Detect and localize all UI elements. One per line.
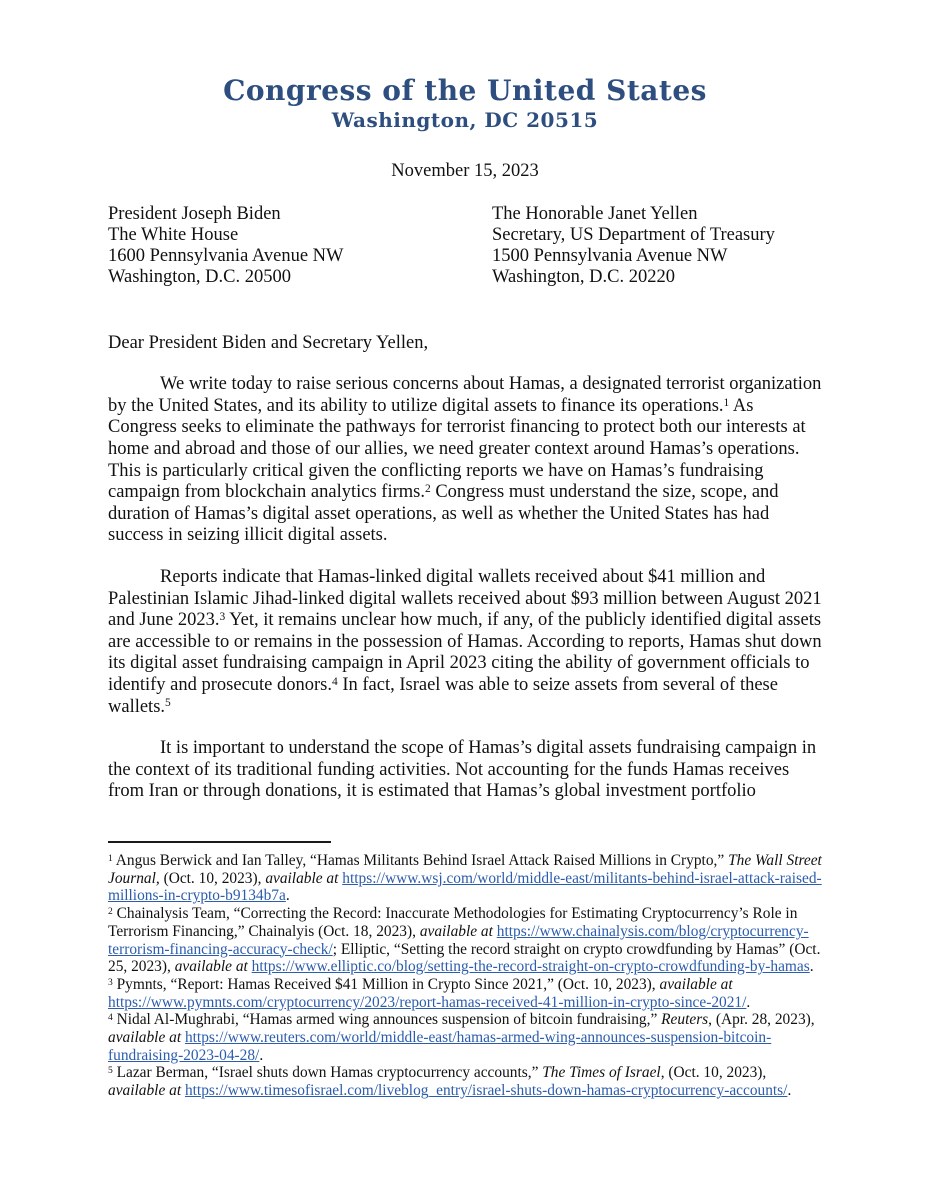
recipient-city: Washington, D.C. 20220 [492, 267, 675, 288]
text-segment: Pymnts, “Report: Hamas Received $41 Million in Crypto Since 2021,” (Oct. 10, 2023), [112, 975, 660, 993]
footnote-5 [108, 1064, 822, 1099]
text-segment: available at [174, 958, 248, 976]
text-segment: Nidal Al-Mughrabi, “Hamas armed wing announces suspension of bitcoin fundraising,” [112, 1011, 662, 1029]
footnote-link[interactable]: https://www.chainalysis.com/blog/cryptocurrency-terrorism-financing-accuracy-check/ [108, 922, 809, 958]
text-segment: As Congress seeks to eliminate the pathways for terrorist financing to protect both our interests at home and abroad and those of our allies, we need greater context around Hamas’s operations. This is particularly critical given the conflicting reports we have on Hamas’s fundraising campaign from blockchain analytics firms. [108, 395, 806, 503]
text-segment: Yet, it remains unclear how much, if any, of the publicly identified digital assets are accessible to or remains in the possession of Hamas. According to reports, Hamas shut down its digital asset fundraising campaign in April 2023 citing the ability of government officials to identify and prosecute donors. [108, 610, 822, 695]
footnote-link[interactable]: https://www.elliptic.co/blog/setting-the-record-straight-on-crypto-crowdfunding-by-hamas [251, 958, 810, 976]
text-segment: (Oct. 10, 2023), [159, 869, 266, 887]
paragraph-2 [108, 567, 822, 718]
text-segment: . [259, 1046, 264, 1064]
text-segment: Angus Berwick and Ian Talley, “Hamas Militants Behind Israel Attack Raised Millions in Crypto,” [112, 852, 729, 869]
footnote-3 [108, 976, 822, 1011]
footnote-link[interactable]: https://www.wsj.com/world/middle-east/militants-behind-israel-attack-raised-millions-in-crypto-b9134b7a [108, 869, 822, 905]
text-segment: available at [419, 922, 493, 940]
text-segment: available at [265, 869, 339, 887]
recipient-blocks [108, 204, 822, 289]
text-segment: available at [659, 975, 733, 993]
footnote-separator [108, 841, 331, 843]
recipient-block-yellen [492, 204, 822, 289]
text-segment: In fact, Israel was able to seize assets from several of these wallets. [108, 674, 778, 717]
footnote-ref: 4 [332, 675, 338, 688]
text-segment: The Wall Street Journal, [108, 852, 822, 887]
recipient-org: Secretary, US Department of Treasury [492, 224, 775, 245]
text-segment: Reuters [661, 1011, 709, 1029]
recipient-city: Washington, D.C. 20500 [108, 267, 291, 288]
footnote-link[interactable]: https://www.timesofisrael.com/liveblog_entry/israel-shuts-down-hamas-cryptocurrency-accounts/ [184, 1082, 788, 1100]
footnote-ref: 5 [165, 697, 171, 710]
recipient-org: The White House [108, 224, 239, 245]
footnote-2 [108, 905, 822, 976]
text-segment: Chainalysis Team, “Correcting the Record: Inaccurate Methodologies for Estimating Cryptocurrency’s Role in Terrorism Financing,” Chainalyis (Oct. 18, 2023), [108, 905, 798, 940]
recipient-street: 1600 Pennsylvania Avenue NW [108, 246, 344, 267]
letterhead-title: Congress of the United States [223, 74, 707, 107]
text-segment: Congress must understand the size, scope, and duration of Hamas’s digital asset operations, as well as whether the United States has had success in seizing illicit digital assets. [108, 482, 779, 546]
recipient-name: President Joseph Biden [108, 203, 281, 224]
text-segment: We write today to raise serious concerns about Hamas, a designated terrorist organization by the United States, and its ability to utilize digital assets to finance its operations. [108, 374, 822, 416]
text-segment: , (Oct. 10, 2023), [660, 1064, 767, 1082]
recipient-street: 1500 Pennsylvania Avenue NW [492, 246, 728, 267]
footnote-ref: 3 [108, 976, 113, 988]
paragraph-3 [108, 738, 822, 803]
text-segment: . [787, 1082, 792, 1100]
letter-date: November 15, 2023 [391, 161, 539, 181]
footnote-4 [108, 1011, 822, 1064]
footnote-1 [108, 852, 822, 905]
footnote-ref: 1 [723, 396, 730, 409]
footnote-ref: 1 [108, 852, 113, 864]
footnote-link[interactable]: https://www.reuters.com/world/middle-east/hamas-armed-wing-announces-suspension-bitcoin-fundraising-2023-04-28/ [108, 1029, 772, 1064]
footnote-ref: 5 [108, 1065, 113, 1077]
salutation: Dear President Biden and Secretary Yellen, [108, 332, 429, 353]
text-segment: ; Elliptic, “Setting the record straight on crypto crowdfunding by Hamas” (Oct. 25, 2023), [108, 940, 821, 976]
footnote-ref: 2 [424, 483, 431, 495]
letterhead [108, 74, 822, 134]
recipient-name: The Honorable Janet Yellen [492, 203, 698, 224]
footnote-link[interactable]: https://www.pymnts.com/cryptocurrency/2023/report-hamas-received-41-million-in-crypto-since-2021/ [108, 993, 747, 1011]
text-segment: . [746, 993, 751, 1011]
text-segment: Reports indicate that Hamas-linked digital wallets received about $41 million and Palestinian Islamic Jihad-linked digital wallets received about $93 million between August 2021 and June 2023. [108, 566, 822, 631]
paragraph-1 [108, 374, 822, 547]
footnote-ref: 2 [108, 905, 113, 917]
text-segment: available at [108, 1082, 182, 1100]
text-segment: The Times of Israel [542, 1064, 661, 1082]
recipient-block-biden [108, 204, 492, 289]
text-segment: available at [108, 1029, 182, 1047]
text-segment: . [285, 887, 290, 905]
footnote-ref: 4 [108, 1012, 113, 1024]
footnotes-section [108, 841, 822, 1100]
letterhead-subtitle: Washington, DC 20515 [331, 108, 599, 132]
footnote-ref: 3 [219, 610, 226, 623]
text-segment: , (Apr. 28, 2023), [708, 1011, 815, 1029]
letter-body [108, 374, 822, 803]
text-segment: It is important to understand the scope of Hamas’s digital assets fundraising campaign in the context of its traditional funding activities. Not accounting for the funds Hamas receives from Iran or through donations, it is estimated that Hamas’s global investment portfolio [108, 738, 817, 802]
text-segment: . [809, 958, 814, 976]
text-segment: Lazar Berman, “Israel shuts down Hamas cryptocurrency accounts,” [112, 1064, 543, 1082]
